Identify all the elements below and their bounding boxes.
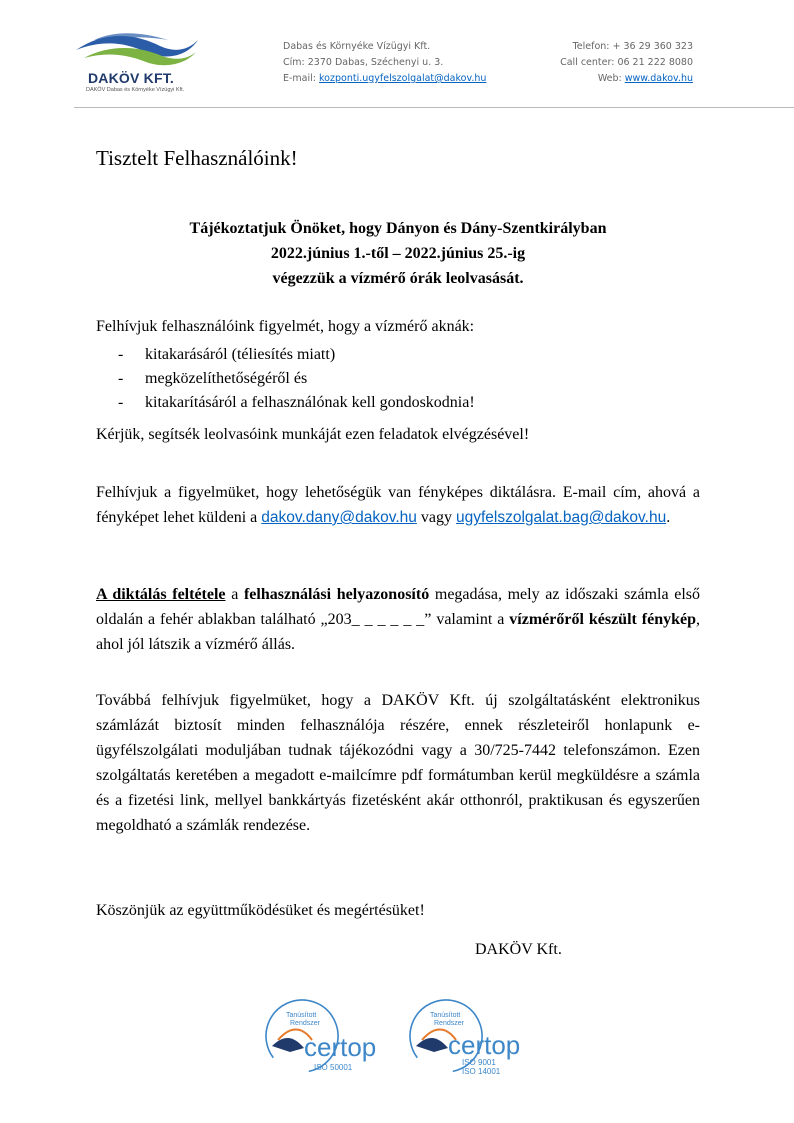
call-center: Call center: 06 21 222 8080: [560, 57, 693, 68]
bag-email-link[interactable]: ugyfelszolgalat.bag@dakov.hu: [456, 509, 667, 526]
signature: DAKÖV Kft.: [475, 941, 562, 958]
announcement-line-2: 2022.június 1.-től – 2022.június 25.-ig: [270, 245, 526, 262]
logo-tagline: DAKÖV Dabas és Környéke Vízügyi Kft.: [86, 87, 185, 93]
list-item: [118, 367, 678, 391]
list-item-text: kitakarításáról a felhasználónak kell gondoskodnia!: [145, 394, 475, 411]
company-logo: [72, 26, 202, 98]
company-email-line: [283, 71, 486, 87]
list-item-text: megközelíthetőségéről és: [145, 370, 308, 387]
greeting: Tisztelt Felhasználóink!: [96, 146, 298, 170]
cert-std: ISO 50001: [314, 1063, 353, 1072]
certop-iso50001-logo: [264, 996, 394, 1078]
company-email-link[interactable]: kozponti.ugyfelszolgalat@dakov.hu: [319, 73, 487, 84]
cert-std: ISO 9001: [462, 1058, 496, 1067]
announcement-line-3: végezzük a vízmérő órák leolvasását.: [272, 270, 524, 287]
web-label: Web:: [597, 73, 625, 84]
cert-brand: certop: [304, 1032, 377, 1062]
cert-line1: Tanúsított: [430, 1012, 461, 1019]
certop-emblem-icon: [264, 996, 394, 1078]
certop-emblem-icon: [408, 996, 538, 1078]
bullet-dash: -: [118, 346, 124, 363]
cert-line1: Tanúsított: [286, 1012, 317, 1019]
logo-wordmark: DAKÖV KFT.: [88, 70, 174, 86]
meter-photo-term: vízmérőről készült fénykép: [509, 611, 696, 628]
header-contact-right: [560, 39, 693, 87]
announcement-line-1: Tájékoztatjuk Önöket, hogy Dányon és Dány-Szentkirályban: [189, 220, 607, 237]
thanks-line: Köszönjük az együttműködésüket és megértésüket!: [96, 902, 425, 919]
condition-text: , ahol jól látszik a vízmérő állás.: [96, 611, 700, 653]
condition-text: a: [225, 586, 244, 603]
cert-brand: certop: [448, 1030, 521, 1060]
place-id-term: felhasználási helyazonosító: [243, 586, 430, 603]
email-label: E-mail:: [283, 73, 320, 84]
company-address: Cím: 2370 Dabas, Széchenyi u. 3.: [283, 57, 444, 68]
condition-label: A diktálás feltétele: [96, 586, 226, 603]
cert-line2: Rendszer: [434, 1020, 464, 1027]
header-contact-left: [283, 39, 486, 87]
requirements-list: [118, 343, 678, 415]
list-item: [118, 391, 678, 415]
cert-line2: Rendszer: [290, 1020, 320, 1027]
bullet-dash: -: [118, 370, 124, 387]
list-item: [118, 343, 678, 367]
photo-text: .: [666, 509, 671, 526]
bullet-dash: -: [118, 394, 124, 411]
photo-dictation-paragraph: [96, 480, 700, 530]
company-web-link[interactable]: www.dakov.hu: [624, 73, 693, 84]
request-paragraph: Kérjük, segítsék leolvasóink munkáját ezen feladatok elvégzésével!: [96, 426, 530, 443]
photo-text: vagy: [416, 509, 456, 526]
header-divider: [74, 107, 794, 108]
ebill-paragraph: Továbbá felhívjuk figyelmüket, hogy a DAKÖV Kft. új szolgáltatásként elektronikus számlázát biztosít minden felhasználója részére, ennek részleteiről honlapunk e-ügyfélszolgálati moduljában tudnak tájékozódni vagy a 30/725-7442 telefonszámon. Ezen szolgáltatás keretében a megadott e-mailcímre pdf formátumban kerül megküldésre a számla és a fizetési link, mellyel bankkártyás fizetésként akár otthonról, praktikusan és egyszerűen megoldható a számlák rendezése.: [96, 692, 700, 834]
condition-text: megadása, mely az időszaki számla első oldalán a fehér ablakban található „203_ _ _ _ _ _” valamint a: [96, 586, 700, 628]
company-phone: Telefon: + 36 29 360 323: [572, 41, 693, 52]
photo-text: Felhívjuk a figyelmüket, hogy lehetőségük van fényképes diktálásra. E-mail cím, ahová a fényképet lehet küldeni a: [96, 484, 700, 526]
company-name: Dabas és Környéke Vízügyi Kft.: [283, 41, 431, 52]
list-item-text: kitakarásáról (téliesítés miatt): [145, 346, 336, 363]
announcement: [96, 216, 700, 291]
cert-std-2: ISO 14001: [462, 1067, 501, 1076]
dany-email-link[interactable]: dakov.dany@dakov.hu: [261, 509, 417, 526]
attention-intro: Felhívjuk felhasználóink figyelmét, hogy a vízmérő aknák:: [96, 318, 475, 335]
company-web-line: [560, 71, 693, 87]
certop-iso9001-14001-logo: [408, 996, 538, 1078]
wave-logo-icon: [72, 26, 202, 74]
condition-paragraph: [96, 582, 700, 657]
